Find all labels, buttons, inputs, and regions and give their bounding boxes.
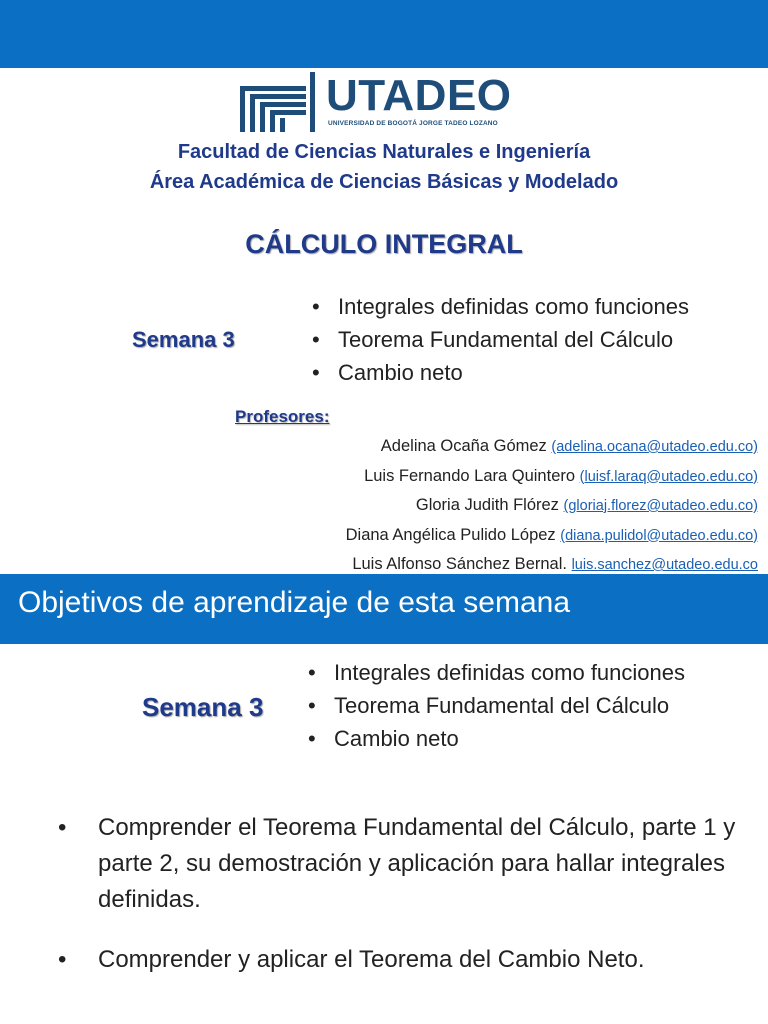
- objectives-topic: • Cambio neto: [308, 722, 685, 755]
- professor-name: Luis Alfonso Sánchez Bernal.: [352, 555, 567, 573]
- top-banner: [0, 0, 768, 68]
- professors-list: [198, 432, 758, 580]
- utadeo-wordmark: UTADEO: [326, 71, 512, 120]
- learning-objective: • Comprender y aplicar el Teorema del Cambio Neto.: [58, 942, 748, 978]
- week-topic: • Cambio neto: [312, 356, 689, 389]
- professor-email-link[interactable]: luis.sanchez@utadeo.edu.co: [571, 557, 758, 573]
- academic-area: Área Académica de Ciencias Básicas y Modelado: [149, 171, 619, 193]
- utadeo-logo-mark-icon: [240, 72, 320, 134]
- professor-entry: [198, 432, 758, 462]
- professor-name: Gloria Judith Flórez: [415, 496, 559, 514]
- course-title: CÁLCULO INTEGRAL: [245, 229, 523, 259]
- week-label: Semana 3: [132, 327, 235, 352]
- professors-header: Profesores:: [235, 407, 330, 426]
- utadeo-logo: [240, 72, 530, 134]
- professor-name: Luis Fernando Lara Quintero: [364, 466, 576, 485]
- professor-email-link[interactable]: (diana.pulidol@utadeo.edu.co): [560, 527, 758, 544]
- utadeo-subtitle: UNIVERSIDAD DE BOGOTÁ JORGE TADEO LOZANO: [328, 120, 498, 127]
- faculty-name: Facultad de Ciencias Naturales e Ingeniería: [177, 141, 591, 163]
- objectives-topic: • Integrales definidas como funciones: [308, 656, 685, 689]
- learning-objectives-list: [58, 810, 748, 1002]
- objectives-week-label: Semana 3: [142, 692, 264, 722]
- objectives-topic: • Teorema Fundamental del Cálculo: [308, 689, 685, 722]
- professor-entry: [198, 491, 758, 521]
- professor-email-link[interactable]: (gloriaj.florez@utadeo.edu.co): [563, 498, 758, 514]
- learning-objective: • Comprender el Teorema Fundamental del Cálculo, parte 1 y parte 2, su demostración y aplicación para hallar integrales definidas.: [58, 810, 748, 918]
- objectives-topics-list: [308, 656, 685, 755]
- professor-name: Adelina Ocaña Gómez: [380, 437, 547, 455]
- professor-name: Diana Angélica Pulido López: [345, 525, 556, 544]
- week-topics-list: [312, 290, 689, 389]
- professor-email-link[interactable]: (adelina.ocana@utadeo.edu.co): [551, 439, 758, 455]
- objectives-title: Objetivos de aprendizaje de esta semana: [18, 586, 571, 619]
- professor-entry: [198, 521, 758, 551]
- week-topic: • Integrales definidas como funciones: [312, 290, 689, 323]
- professor-entry: [198, 462, 758, 492]
- objectives-banner: [0, 574, 768, 644]
- week-topic: • Teorema Fundamental del Cálculo: [312, 323, 689, 356]
- professor-email-link[interactable]: (luisf.laraq@utadeo.edu.co): [579, 468, 758, 485]
